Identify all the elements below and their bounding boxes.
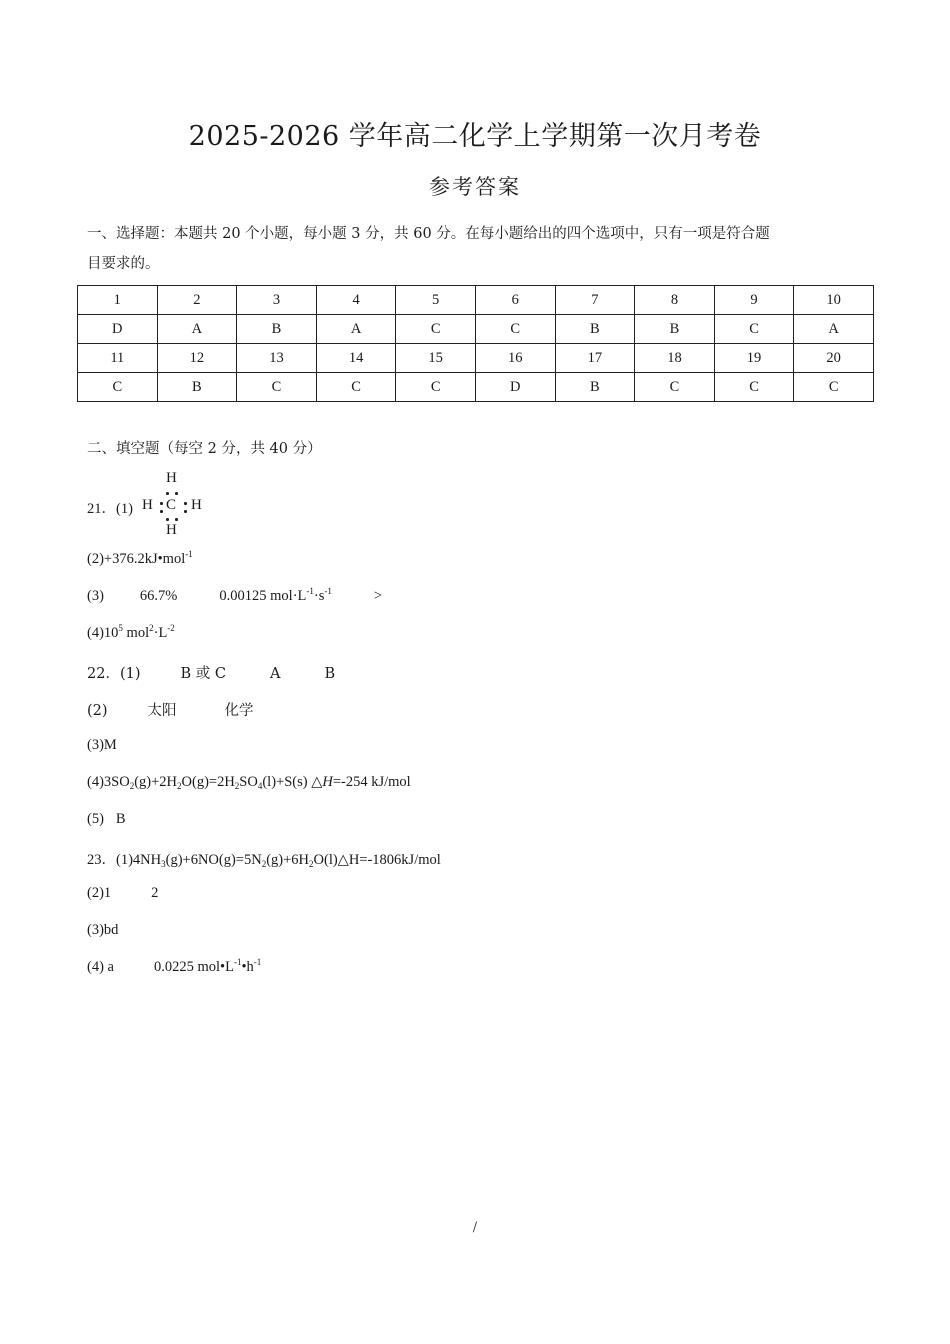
answer-cell: D bbox=[475, 373, 555, 402]
electron-dot bbox=[166, 518, 169, 521]
q21-part3 bbox=[87, 588, 382, 605]
question-number-cell: 11 bbox=[78, 344, 158, 373]
question-number-cell: 7 bbox=[555, 286, 635, 315]
question-number-cell: 6 bbox=[475, 286, 555, 315]
answer-row bbox=[78, 373, 874, 402]
q21-p4-sup3: -2 bbox=[167, 623, 175, 633]
q21-p2-sup: -1 bbox=[185, 549, 193, 559]
section1-instructions bbox=[87, 219, 877, 279]
electron-dot bbox=[184, 502, 187, 505]
methane-lewis-structure bbox=[138, 470, 208, 540]
q21-p3-answer1: 66.7% bbox=[139, 588, 178, 604]
q21-p3-answer3: > bbox=[373, 588, 383, 604]
answer-cell: D bbox=[78, 315, 158, 344]
question-number-cell: 18 bbox=[635, 344, 715, 373]
q23-p4-label: (4) a bbox=[87, 959, 114, 975]
question-number-cell: 16 bbox=[475, 344, 555, 373]
lewis-top-h: H bbox=[166, 470, 177, 486]
q22-p4-s2: 2 bbox=[177, 781, 182, 791]
lewis-right-h: H bbox=[191, 497, 202, 513]
question-number-cell: 13 bbox=[237, 344, 317, 373]
page-subtitle: 参考答案 bbox=[429, 175, 521, 199]
question-number-cell: 8 bbox=[635, 286, 715, 315]
lewis-left-h: H bbox=[142, 497, 153, 513]
answer-cell: C bbox=[316, 373, 396, 402]
q21-p3-answer2 bbox=[219, 588, 331, 604]
question-number-cell: 3 bbox=[237, 286, 317, 315]
q23-p4-mid: •h bbox=[241, 959, 254, 975]
q21-p4-sup2: 2 bbox=[149, 623, 154, 633]
q21-p4-text: (4)10 bbox=[87, 625, 119, 641]
electron-dot bbox=[175, 518, 178, 521]
answer-cell: A bbox=[316, 315, 396, 344]
answer-cell: C bbox=[714, 373, 794, 402]
question-number-cell: 12 bbox=[157, 344, 237, 373]
q21-p4-sup1: 5 bbox=[118, 623, 123, 633]
q22-p2-answer2: 化学 bbox=[224, 703, 254, 719]
section1-line2: 目要求的。 bbox=[87, 256, 160, 272]
question-number-cell: 19 bbox=[714, 344, 794, 373]
q23-p4-a1-main: 0.0225 mol•L bbox=[153, 959, 234, 975]
q22-p4-enthalpy-symbol: H bbox=[322, 774, 333, 790]
answer-cell: B bbox=[555, 315, 635, 344]
answer-cell: A bbox=[157, 315, 237, 344]
answer-cell: B bbox=[157, 373, 237, 402]
q23-p2-label: (2)1 bbox=[87, 885, 112, 901]
q23-p1-s2: 2 bbox=[261, 859, 267, 869]
question-number-cell: 14 bbox=[316, 344, 396, 373]
answer-cell: C bbox=[475, 315, 555, 344]
answer-cell: A bbox=[794, 315, 874, 344]
q22-p2-answer1: 太阳 bbox=[147, 703, 177, 719]
electron-dot bbox=[175, 492, 178, 495]
q23-p4-sup2: -1 bbox=[253, 957, 262, 967]
question-number-cell: 20 bbox=[794, 344, 874, 373]
lewis-bottom-h: H bbox=[166, 522, 177, 538]
q22-p4-t2: (g)+2H bbox=[134, 774, 178, 790]
page-footer: / bbox=[472, 1220, 478, 1235]
q22-p4-s4: 4 bbox=[257, 781, 263, 791]
question-number-cell: 17 bbox=[555, 344, 635, 373]
q22-p4-s3: 2 bbox=[234, 781, 240, 791]
question-number-cell: 10 bbox=[794, 286, 874, 315]
electron-dot bbox=[166, 492, 169, 495]
q23-p4-answer1 bbox=[154, 959, 261, 975]
q23-p1-t4: O(l)△H=-1806kJ/mol bbox=[313, 852, 441, 868]
q21-p3-label: (3) bbox=[87, 588, 104, 604]
q23-part4 bbox=[87, 959, 261, 976]
question-number-cell: 2 bbox=[157, 286, 237, 315]
answer-cell: C bbox=[635, 373, 715, 402]
q22-p1-answer3: B bbox=[324, 666, 336, 682]
q22-p1-label: 22．(1) bbox=[87, 666, 141, 682]
section1-line1: 一、选择题：本题共 20 个小题，每小题 3 分，共 60 分。在每小题给出的四个选项中，只有一项是符合题 bbox=[87, 226, 770, 242]
answer-table bbox=[77, 285, 874, 402]
q21-part2 bbox=[87, 551, 193, 568]
q21-p3-a2-main: 0.00125 mol·L bbox=[219, 588, 307, 604]
q22-p1-answer1: B 或 C bbox=[180, 666, 226, 682]
answer-cell: B bbox=[635, 315, 715, 344]
question-number-row bbox=[78, 286, 874, 315]
q23-part1 bbox=[87, 848, 441, 869]
q22-p4-t6: =-254 kJ/mol bbox=[332, 774, 411, 790]
q22-part2 bbox=[87, 699, 254, 720]
answer-cell: C bbox=[396, 373, 476, 402]
page-title: 2025-2026 学年高二化学上学期第一次月考卷 bbox=[188, 121, 762, 152]
answer-cell: C bbox=[237, 373, 317, 402]
q22-p5-answer1: B bbox=[115, 811, 126, 827]
electron-dot bbox=[160, 510, 163, 513]
q23-p1-t1: 23．(1)4NH bbox=[87, 852, 162, 868]
q22-p1-answer2: A bbox=[269, 666, 281, 682]
question-number-cell: 9 bbox=[714, 286, 794, 315]
answer-cell: C bbox=[794, 373, 874, 402]
q23-p1-s3: 2 bbox=[309, 859, 314, 869]
q23-p2-answer1: 2 bbox=[151, 885, 159, 901]
question-number-cell: 1 bbox=[78, 286, 158, 315]
q23-part2 bbox=[87, 885, 158, 902]
q22-p5-label: (5) bbox=[87, 811, 104, 827]
q22-part4 bbox=[87, 774, 411, 791]
answer-row bbox=[78, 315, 874, 344]
q21-label: 21．(1) bbox=[87, 501, 133, 517]
electron-dot bbox=[160, 502, 163, 505]
q22-p4-s1: 2 bbox=[129, 781, 135, 791]
electron-dot bbox=[184, 510, 187, 513]
section2-heading: 二、填空题（每空 2 分，共 40 分） bbox=[87, 441, 322, 457]
answer-cell: B bbox=[555, 373, 635, 402]
q22-p4-t3: O(g)=2H bbox=[181, 774, 235, 790]
q22-p4-t1: (4)3SO bbox=[87, 774, 130, 790]
question-number-cell: 4 bbox=[316, 286, 396, 315]
q21-part4 bbox=[87, 625, 175, 642]
answer-cell: C bbox=[78, 373, 158, 402]
question-number-row bbox=[78, 344, 874, 373]
q23-p1-s1: 3 bbox=[161, 859, 166, 869]
q21-p3-a2-sup2: -1 bbox=[324, 586, 332, 596]
question-number-cell: 5 bbox=[396, 286, 476, 315]
question-number-cell: 15 bbox=[396, 344, 476, 373]
q22-part5 bbox=[87, 811, 126, 828]
q22-p4-t5: (l)+S(s) △ bbox=[262, 774, 323, 790]
q21-p4-mid: mol bbox=[122, 625, 150, 641]
answer-cell: C bbox=[396, 315, 476, 344]
lewis-center-c: C bbox=[166, 497, 177, 513]
q21-p2-text: (2)+376.2kJ•mol bbox=[87, 551, 186, 567]
q21-p3-a2-mid: ·s bbox=[313, 588, 325, 604]
q22-p4-t4: SO bbox=[239, 774, 258, 790]
q22-part3: (3)M bbox=[87, 737, 117, 753]
q23-part3: (3)bd bbox=[87, 922, 119, 938]
q22-p2-label: (2) bbox=[87, 703, 108, 719]
q23-p4-sup1: -1 bbox=[233, 957, 242, 967]
answer-cell: C bbox=[714, 315, 794, 344]
q23-p1-t2: (g)+6NO(g)=5N bbox=[165, 852, 262, 868]
q22-part1 bbox=[87, 662, 335, 683]
answer-cell: B bbox=[237, 315, 317, 344]
q23-p1-t3: (g)+6H bbox=[266, 852, 310, 868]
q21-p3-a2-sup1: -1 bbox=[306, 586, 314, 596]
q21-p4-mid2: ·L bbox=[153, 625, 168, 641]
